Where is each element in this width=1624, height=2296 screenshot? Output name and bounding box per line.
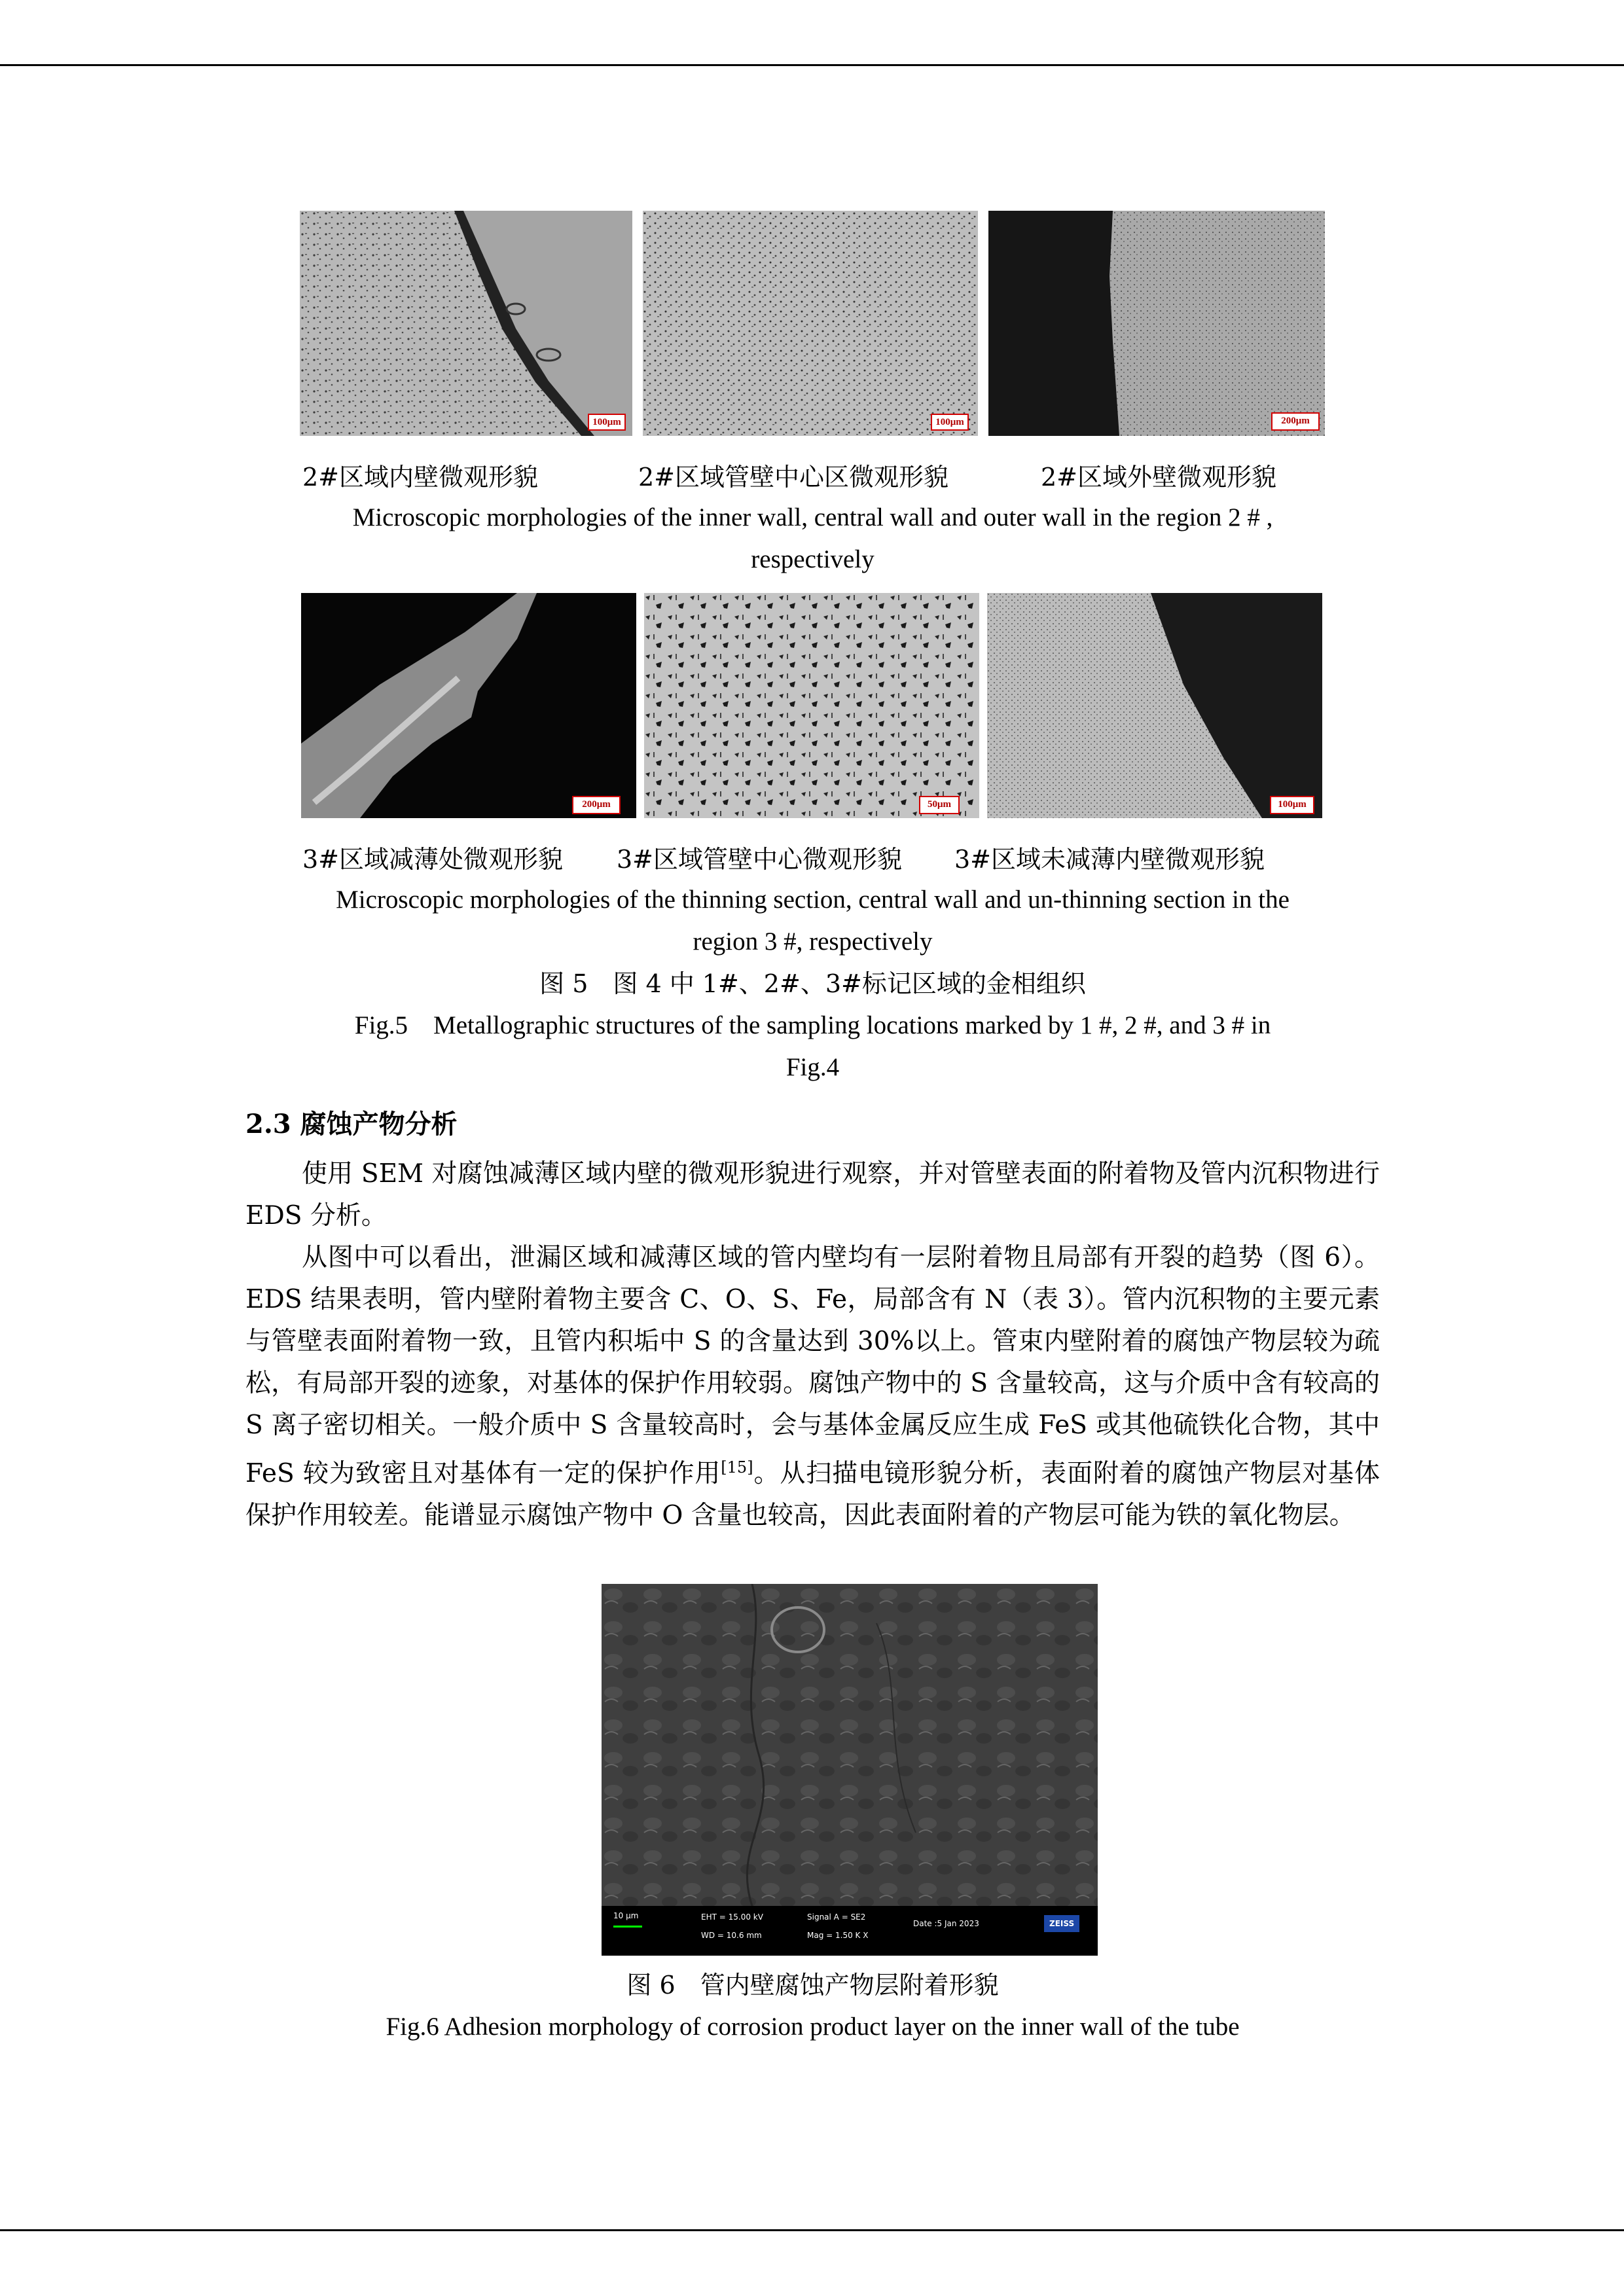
subfigure-label: 3#区域管壁中心微观形貌	[617, 845, 903, 874]
sem-eht: EHT = 15.00 kV	[701, 1912, 763, 1922]
body-paragraph: 使用 SEM 对腐蚀减薄区域内壁的微观形貌进行观察，并对管壁表面的附着物及管内沉积物进行 EDS 分析。	[245, 1159, 1380, 1230]
figure-caption-en: region 3 #, respectively	[693, 927, 933, 956]
subfigure-label: 2#区域外壁微观形貌	[1041, 463, 1277, 492]
sem-date: Date :5 Jan 2023	[913, 1919, 979, 1928]
body-paragraph	[245, 1237, 1380, 1537]
scale-bar: 100μm	[931, 414, 969, 431]
figure-title-en: Fig.4	[785, 1053, 840, 1081]
sem-scale-label: 10 μm	[613, 1911, 639, 1920]
sem-mag: Mag = 1.50 K X	[807, 1931, 869, 1940]
sem-wd: WD = 10.6 mm	[701, 1931, 762, 1940]
micrograph-3-un-thinning-section	[987, 593, 1322, 818]
subfigure-label: 3#区域未减薄内壁微观形貌	[954, 845, 1265, 874]
figure-title-en: Fig.5 Metallographic structures of the sampling locations marked by 1 #, 2 #, and 3 # in	[354, 1011, 1271, 1039]
bottom-rule	[0, 2229, 1624, 2231]
subfigure-label: 2#区域内壁微观形貌	[302, 463, 539, 492]
scale-bar: 100μm	[1270, 796, 1314, 814]
micrograph-3-thinning-section	[301, 593, 636, 818]
paragraph-text: 。从扫描电镜形貌分析，表面附着的腐蚀产物层对基体保护作用较差。能谱显示腐蚀产物中 O 含量也较高，因此表面附着的产物层可能为铁的氧化物层。	[245, 1459, 1380, 1530]
micrograph-2-outer-wall	[988, 211, 1325, 436]
citation-ref[interactable]: [15]	[721, 1458, 753, 1477]
sem-image	[602, 1584, 1098, 1956]
section-heading: 2.3 腐蚀产物分析	[245, 1109, 458, 1139]
scale-bar: 50μm	[919, 796, 960, 814]
zeiss-logo: ZEISS	[1044, 1915, 1079, 1932]
micrograph-3-central-wall	[644, 593, 979, 818]
figure-title-cn: 图 6 管内壁腐蚀产物层附着形貌	[626, 1971, 999, 2000]
paragraph-text: 从图中可以看出，泄漏区域和减薄区域的管内壁均有一层附着物且局部有开裂的趋势（图 6）。EDS 结果表明，管内壁附着物主要含 C、O、S、Fe，局部含有 N（表 3）。管内沉积物的主要元素与管壁表面附着物一致，且管内积垢中 S 的含量达到 30%以上。管束内壁附着的腐蚀产物层较为疏松，有局部开裂的迹象，对基体的保护作用较弱。腐蚀产物中的 S 含量较高，这与介质中含有较高的 S 离子密切相关。一般介质中 S 含量较高时，会与基体金属反应生成 FeS 或其他硫铁化合物，其中 FeS 较为致密且对基体有一定的保护作用	[245, 1243, 1380, 1488]
sem-signal: Signal A = SE2	[807, 1912, 866, 1922]
figure-caption-en: Microscopic morphologies of the inner wall, central wall and outer wall in the region 2 # ,	[352, 503, 1273, 531]
figure-caption-en: Microscopic morphologies of the thinning section, central wall and un-thinning section in the	[336, 886, 1290, 914]
figure-caption-en: respectively	[751, 545, 875, 573]
scale-bar: 100μm	[588, 414, 626, 431]
figure-title-cn: 图 5 图 4 中 1#、2#、3#标记区域的金相组织	[539, 969, 1086, 998]
figure-title-en: Fig.6 Adhesion morphology of corrosion product layer on the inner wall of the tube	[386, 2013, 1240, 2041]
micrograph-2-central-wall	[643, 211, 978, 436]
sem-info-bar	[602, 1906, 1098, 1956]
subfigure-label: 2#区域管壁中心区微观形貌	[638, 463, 949, 492]
sem-scale-bar	[613, 1926, 642, 1928]
top-rule	[0, 64, 1624, 66]
scale-bar: 200μm	[572, 796, 621, 814]
micrograph-2-inner-wall	[300, 211, 632, 436]
scale-bar: 200μm	[1271, 412, 1320, 431]
subfigure-label: 3#区域减薄处微观形貌	[302, 845, 564, 874]
